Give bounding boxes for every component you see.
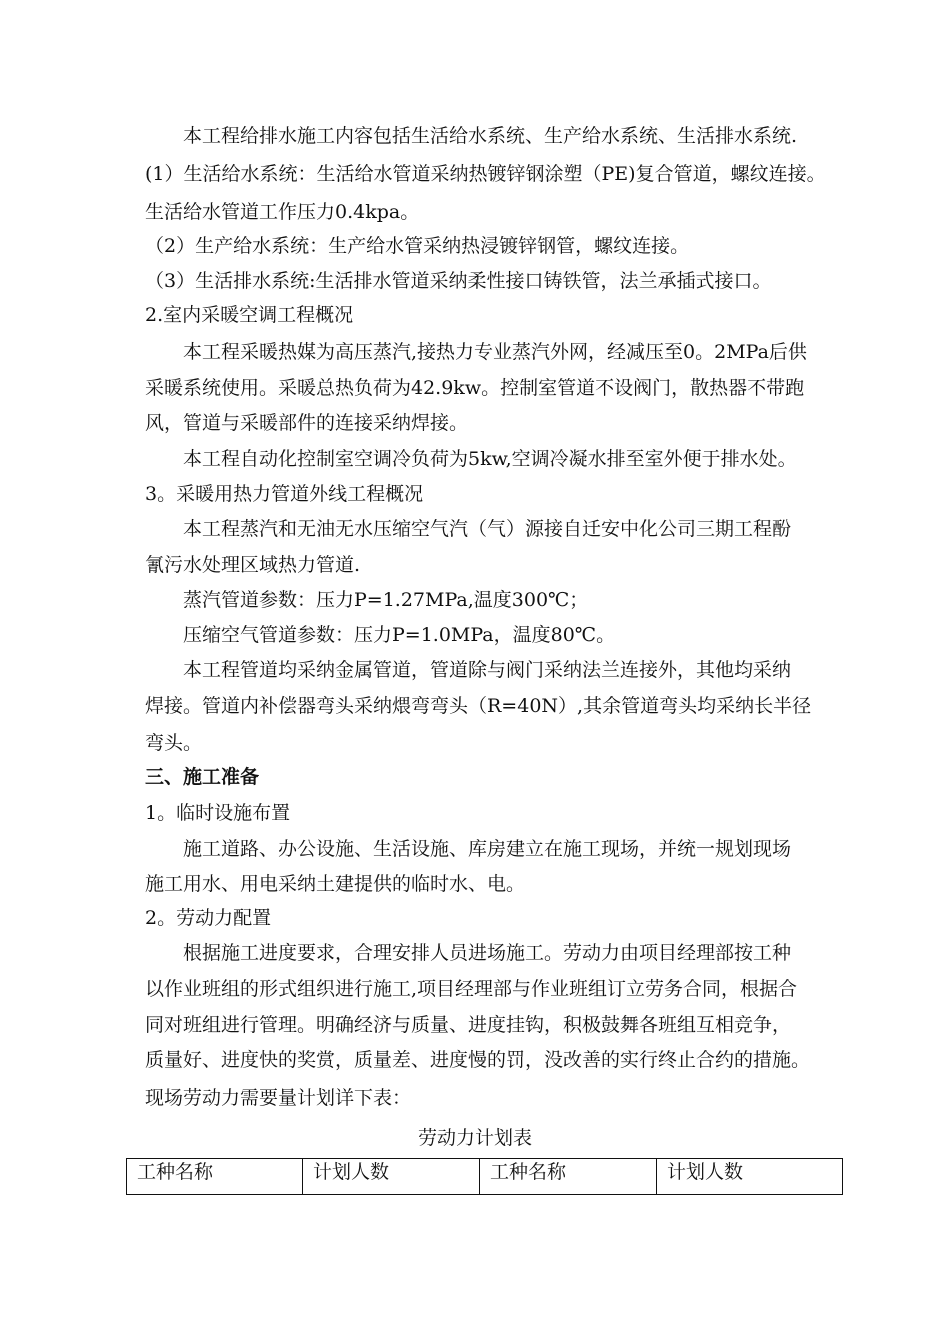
subsection-heading: 2。劳动力配置 <box>145 907 272 929</box>
paragraph: 本工程蒸汽和无油无水压缩空气汽（气）源接自迁安中化公司三期工程酚 <box>183 518 792 540</box>
paragraph: 同对班组进行管理。明确经济与质量、进度挂钩，积极鼓舞各班组互相竞争， <box>145 1014 792 1036</box>
paragraph: 采暖系统使用。采暖总热负荷为42.9kw。控制室管道不设阀门，散热器不带跑 <box>145 377 805 399</box>
paragraph: 质量好、进度快的奖赏，质量差、进度慢的罚，没改善的实行终止合约的措施。 <box>145 1049 811 1071</box>
subsection-heading: 1。临时设施布置 <box>145 802 291 824</box>
paragraph: 本工程给排水施工内容包括生活给水系统、生产给水系统、生活排水系统. <box>183 125 798 147</box>
paragraph: 压缩空气管道参数：压力P=1.0MPa，温度80℃。 <box>183 624 616 646</box>
labor-plan-table <box>126 1158 843 1195</box>
paragraph: 弯头。 <box>145 732 203 754</box>
paragraph: 焊接。管道内补偿器弯头采纳煨弯弯头（R=40N）,其余管道弯头均采纳长半径 <box>145 695 812 717</box>
paragraph: (1）生活给水系统：生活给水管道采纳热镀锌钢涂塑（PE)复合管道，螺纹连接。 <box>145 163 826 185</box>
paragraph: 根据施工进度要求，合理安排人员进场施工。劳动力由项目经理部按工种 <box>183 942 792 964</box>
paragraph: 现场劳动力需要量计划详下表： <box>145 1087 412 1109</box>
paragraph: 生活给水管道工作压力0.4kpa。 <box>145 201 420 223</box>
paragraph: （2）生产给水系统：生产给水管采纳热浸镀锌钢管，螺纹连接。 <box>145 235 690 257</box>
section-heading: 3。采暖用热力管道外线工程概况 <box>145 483 424 505</box>
table-header-cell: 工种名称 <box>480 1159 657 1195</box>
paragraph: 蒸汽管道参数：压力P=1.27MPa,温度300℃； <box>183 589 589 611</box>
table-header-row <box>127 1159 843 1195</box>
paragraph: 施工道路、办公设施、生活设施、库房建立在施工现场，并统一规划现场 <box>183 838 792 860</box>
paragraph: 氰污水处理区域热力管道. <box>145 554 361 576</box>
paragraph: 本工程管道均采纳金属管道，管道除与阀门采纳法兰连接外，其他均采纳 <box>183 659 792 681</box>
table-header-cell: 计划人数 <box>657 1159 843 1195</box>
paragraph: 施工用水、用电采纳土建提供的临时水、电。 <box>145 873 526 895</box>
chapter-heading: 三、施工准备 <box>145 766 260 788</box>
paragraph: 本工程采暖热媒为高压蒸汽,接热力专业蒸汽外网，经减压至0。2MPa后供 <box>183 341 807 363</box>
table-caption: 劳动力计划表 <box>417 1127 532 1149</box>
paragraph: 本工程自动化控制室空调冷负荷为5kw,空调冷凝水排至室外便于排水处。 <box>183 448 797 470</box>
table-header-cell: 工种名称 <box>127 1159 303 1195</box>
section-heading: 2.室内采暖空调工程概况 <box>145 304 354 326</box>
paragraph: 以作业班组的形式组织进行施工,项目经理部与作业班组订立劳务合同，根据合 <box>145 978 798 1000</box>
table-header-cell: 计划人数 <box>303 1159 480 1195</box>
paragraph: 风，管道与采暖部件的连接采纳焊接。 <box>145 412 469 434</box>
paragraph: （3）生活排水系统:生活排水管道采纳柔性接口铸铁管，法兰承插式接口。 <box>145 270 772 292</box>
